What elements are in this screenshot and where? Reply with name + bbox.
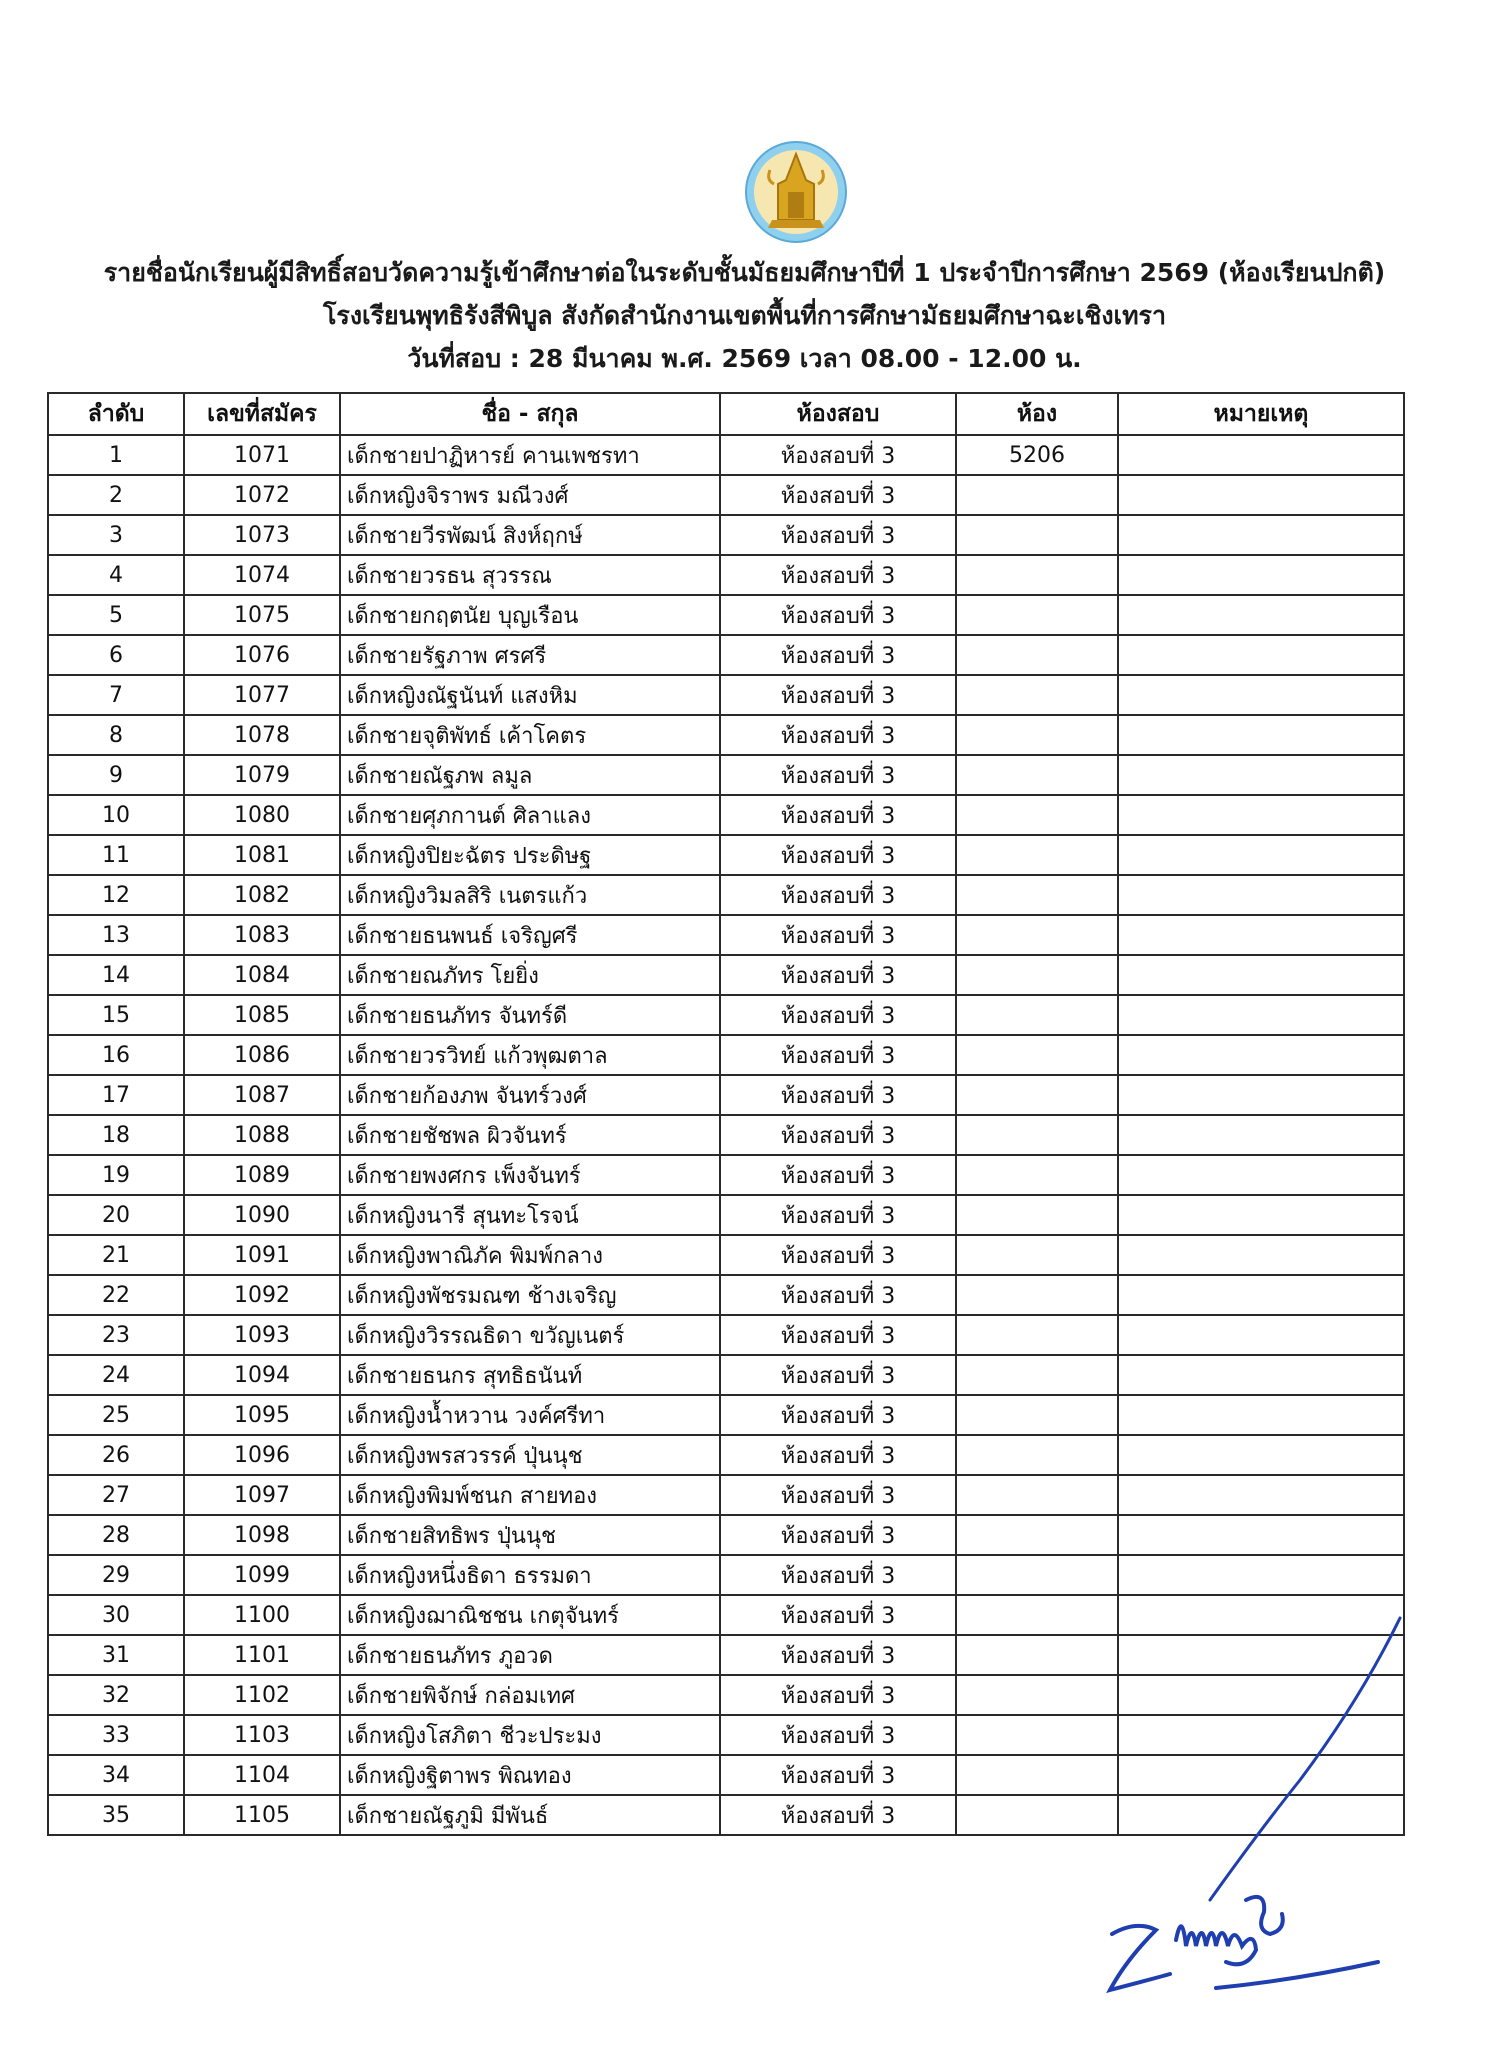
remarks-cell [1118, 1035, 1404, 1075]
name-cell: เด็กหญิงโสภิตา ชีวะประมง [340, 1715, 720, 1755]
name-cell: เด็กหญิงพัชรมณฑ ช้างเจริญ [340, 1275, 720, 1315]
name-cell: เด็กชายธนภัทร ภูอวด [340, 1635, 720, 1675]
table-row [48, 875, 1404, 915]
exam-room-cell: ห้องสอบที่ 3 [720, 875, 956, 915]
order-cell: 21 [48, 1235, 184, 1275]
application-number-cell: 1095 [184, 1395, 340, 1435]
application-number-cell: 1088 [184, 1115, 340, 1155]
table-row [48, 475, 1404, 515]
exam-room-cell: ห้องสอบที่ 3 [720, 1235, 956, 1275]
application-number-cell: 1090 [184, 1195, 340, 1235]
room-cell: 5206 [956, 435, 1118, 475]
order-cell: 1 [48, 435, 184, 475]
room-cell [956, 515, 1118, 555]
room-cell [956, 1315, 1118, 1355]
order-cell: 30 [48, 1595, 184, 1635]
application-number-cell: 1102 [184, 1675, 340, 1715]
remarks-cell [1118, 795, 1404, 835]
name-cell: เด็กชายพิจักษ์ กล่อมเทศ [340, 1675, 720, 1715]
table-row [48, 1035, 1404, 1075]
remarks-cell [1118, 1115, 1404, 1155]
table-row [48, 1155, 1404, 1195]
column-header-application-number: เลขที่สมัคร [184, 393, 340, 435]
remarks-cell [1118, 875, 1404, 915]
application-number-cell: 1079 [184, 755, 340, 795]
room-cell [956, 715, 1118, 755]
exam-room-cell: ห้องสอบที่ 3 [720, 795, 956, 835]
remarks-cell [1118, 675, 1404, 715]
order-cell: 13 [48, 915, 184, 955]
application-number-cell: 1093 [184, 1315, 340, 1355]
remarks-cell [1118, 595, 1404, 635]
room-cell [956, 1635, 1118, 1675]
table-row [48, 1235, 1404, 1275]
name-cell: เด็กหญิงณัฐนันท์ แสงหิม [340, 675, 720, 715]
school-emblem-icon [744, 140, 848, 244]
exam-room-cell: ห้องสอบที่ 3 [720, 1115, 956, 1155]
table-row [48, 1515, 1404, 1555]
signature-stroke [1170, 1610, 1410, 1910]
room-cell [956, 955, 1118, 995]
exam-room-cell: ห้องสอบที่ 3 [720, 1075, 956, 1115]
exam-room-cell: ห้องสอบที่ 3 [720, 515, 956, 555]
room-cell [956, 1155, 1118, 1195]
order-cell: 31 [48, 1635, 184, 1675]
room-cell [956, 635, 1118, 675]
remarks-cell [1118, 1395, 1404, 1435]
table-row [48, 1315, 1404, 1355]
exam-room-cell: ห้องสอบที่ 3 [720, 475, 956, 515]
name-cell: เด็กหญิงพิมพ์ชนก สายทอง [340, 1475, 720, 1515]
exam-room-cell: ห้องสอบที่ 3 [720, 1675, 956, 1715]
table-row [48, 1355, 1404, 1395]
order-cell: 4 [48, 555, 184, 595]
remarks-cell [1118, 1195, 1404, 1235]
order-cell: 29 [48, 1555, 184, 1595]
remarks-cell [1118, 555, 1404, 595]
remarks-cell [1118, 755, 1404, 795]
order-cell: 2 [48, 475, 184, 515]
order-cell: 9 [48, 755, 184, 795]
name-cell: เด็กชายกฤตนัย บุญเรือน [340, 595, 720, 635]
exam-room-cell: ห้องสอบที่ 3 [720, 1315, 956, 1355]
exam-room-cell: ห้องสอบที่ 3 [720, 1435, 956, 1475]
order-cell: 27 [48, 1475, 184, 1515]
column-header-room: ห้อง [956, 393, 1118, 435]
exam-room-cell: ห้องสอบที่ 3 [720, 1355, 956, 1395]
exam-room-cell: ห้องสอบที่ 3 [720, 1195, 956, 1235]
table-header-row [48, 393, 1404, 435]
name-cell: เด็กหญิงน้ำหวาน วงค์ศรีทา [340, 1395, 720, 1435]
order-cell: 35 [48, 1795, 184, 1835]
application-number-cell: 1078 [184, 715, 340, 755]
remarks-cell [1118, 1315, 1404, 1355]
order-cell: 5 [48, 595, 184, 635]
exam-room-cell: ห้องสอบที่ 3 [720, 1275, 956, 1315]
remarks-cell [1118, 515, 1404, 555]
application-number-cell: 1075 [184, 595, 340, 635]
room-cell [956, 675, 1118, 715]
remarks-cell [1118, 1155, 1404, 1195]
remarks-cell [1118, 1075, 1404, 1115]
order-cell: 32 [48, 1675, 184, 1715]
table-row [48, 1275, 1404, 1315]
remarks-cell [1118, 1555, 1404, 1595]
application-number-cell: 1097 [184, 1475, 340, 1515]
application-number-cell: 1092 [184, 1275, 340, 1315]
name-cell: เด็กชายวรธน สุวรรณ [340, 555, 720, 595]
name-cell: เด็กชายศุภกานต์ ศิลาแลง [340, 795, 720, 835]
exam-room-cell: ห้องสอบที่ 3 [720, 1715, 956, 1755]
room-cell [956, 1035, 1118, 1075]
name-cell: เด็กชายปาฏิหารย์ คานเพชรทา [340, 435, 720, 475]
application-number-cell: 1101 [184, 1635, 340, 1675]
name-cell: เด็กหญิงฌาณิชชน เกตุจันทร์ [340, 1595, 720, 1635]
name-cell: เด็กหญิงพรสวรรค์ ปุ่นนุช [340, 1435, 720, 1475]
room-cell [956, 595, 1118, 635]
table-row [48, 755, 1404, 795]
name-cell: เด็กชายณัฐภพ ลมูล [340, 755, 720, 795]
application-number-cell: 1094 [184, 1355, 340, 1395]
name-cell: เด็กชายรัฐภาพ ศรศรี [340, 635, 720, 675]
order-cell: 6 [48, 635, 184, 675]
application-number-cell: 1082 [184, 875, 340, 915]
room-cell [956, 1355, 1118, 1395]
room-cell [956, 1115, 1118, 1155]
room-cell [956, 1195, 1118, 1235]
room-cell [956, 1675, 1118, 1715]
exam-room-cell: ห้องสอบที่ 3 [720, 995, 956, 1035]
room-cell [956, 1595, 1118, 1635]
exam-room-cell: ห้องสอบที่ 3 [720, 1475, 956, 1515]
exam-room-cell: ห้องสอบที่ 3 [720, 915, 956, 955]
remarks-cell [1118, 1435, 1404, 1475]
order-cell: 12 [48, 875, 184, 915]
name-cell: เด็กหญิงพาณิภัค พิมพ์กลาง [340, 1235, 720, 1275]
order-cell: 10 [48, 795, 184, 835]
remarks-cell [1118, 835, 1404, 875]
table-row [48, 515, 1404, 555]
table-row [48, 555, 1404, 595]
order-cell: 23 [48, 1315, 184, 1355]
application-number-cell: 1083 [184, 915, 340, 955]
name-cell: เด็กชายชัชพล ผิวจันทร์ [340, 1115, 720, 1155]
application-number-cell: 1085 [184, 995, 340, 1035]
table-row [48, 1555, 1404, 1595]
order-cell: 24 [48, 1355, 184, 1395]
column-header-order: ลำดับ [48, 393, 184, 435]
name-cell: เด็กชายณภัทร โยยิ่ง [340, 955, 720, 995]
exam-room-cell: ห้องสอบที่ 3 [720, 1635, 956, 1675]
column-header-full-name: ชื่อ - สกุล [340, 393, 720, 435]
table-row [48, 955, 1404, 995]
application-number-cell: 1098 [184, 1515, 340, 1555]
heading-line-3: วันที่สอบ : 28 มีนาคม พ.ศ. 2569 เวลา 08.00 - 12.00 น. [407, 344, 1082, 373]
table-row [48, 435, 1404, 475]
order-cell: 14 [48, 955, 184, 995]
exam-room-cell: ห้องสอบที่ 3 [720, 1515, 956, 1555]
remarks-cell [1118, 435, 1404, 475]
order-cell: 25 [48, 1395, 184, 1435]
exam-room-cell: ห้องสอบที่ 3 [720, 1755, 956, 1795]
exam-room-cell: ห้องสอบที่ 3 [720, 835, 956, 875]
remarks-cell [1118, 1235, 1404, 1275]
name-cell: เด็กชายจุติพัทธ์ เค้าโคตร [340, 715, 720, 755]
order-cell: 34 [48, 1755, 184, 1795]
remarks-cell [1118, 635, 1404, 675]
table-row [48, 995, 1404, 1035]
application-number-cell: 1080 [184, 795, 340, 835]
room-cell [956, 915, 1118, 955]
name-cell: เด็กชายวีรพัฒน์ สิงห์ฤกษ์ [340, 515, 720, 555]
application-number-cell: 1087 [184, 1075, 340, 1115]
room-cell [956, 1075, 1118, 1115]
room-cell [956, 835, 1118, 875]
order-cell: 22 [48, 1275, 184, 1315]
application-number-cell: 1089 [184, 1155, 340, 1195]
room-cell [956, 1275, 1118, 1315]
name-cell: เด็กชายพงศกร เพ็งจันทร์ [340, 1155, 720, 1195]
application-number-cell: 1072 [184, 475, 340, 515]
table-row [48, 1475, 1404, 1515]
table-row [48, 675, 1404, 715]
order-cell: 16 [48, 1035, 184, 1075]
exam-room-cell: ห้องสอบที่ 3 [720, 595, 956, 635]
heading-line-2: โรงเรียนพุทธิรังสีพิบูล สังกัดสำนักงานเขตพื้นที่การศึกษามัธยมศึกษาฉะเชิงเทรา [322, 301, 1167, 330]
table-row [48, 1395, 1404, 1435]
order-cell: 33 [48, 1715, 184, 1755]
remarks-cell [1118, 475, 1404, 515]
exam-room-cell: ห้องสอบที่ 3 [720, 555, 956, 595]
name-cell: เด็กชายณัฐภูมิ มีพันธ์ [340, 1795, 720, 1835]
application-number-cell: 1081 [184, 835, 340, 875]
application-number-cell: 1077 [184, 675, 340, 715]
name-cell: เด็กชายธนกร สุทธิธนันท์ [340, 1355, 720, 1395]
order-cell: 15 [48, 995, 184, 1035]
exam-room-cell: ห้องสอบที่ 3 [720, 1035, 956, 1075]
name-cell: เด็กชายก้องภพ จันทร์วงศ์ [340, 1075, 720, 1115]
name-cell: เด็กหญิงวิมลสิริ เนตรแก้ว [340, 875, 720, 915]
application-number-cell: 1073 [184, 515, 340, 555]
table-row [48, 835, 1404, 875]
application-number-cell: 1103 [184, 1715, 340, 1755]
table-row [48, 1115, 1404, 1155]
application-number-cell: 1071 [184, 435, 340, 475]
exam-room-cell: ห้องสอบที่ 3 [720, 435, 956, 475]
heading-line-1: รายชื่อนักเรียนผู้มีสิทธิ์สอบวัดความรู้เข้าศึกษาต่อในระดับชั้นมัธยมศึกษาปีที่ 1 ประจำปีการศึกษา 2569 (ห้องเรียนปกติ) [103, 258, 1386, 287]
room-cell [956, 1235, 1118, 1275]
remarks-cell [1118, 955, 1404, 995]
room-cell [956, 795, 1118, 835]
name-cell: เด็กชายธนพนธ์ เจริญศรี [340, 915, 720, 955]
order-cell: 7 [48, 675, 184, 715]
exam-room-cell: ห้องสอบที่ 3 [720, 755, 956, 795]
room-cell [956, 995, 1118, 1035]
column-header-remarks: หมายเหตุ [1118, 393, 1404, 435]
table-row [48, 915, 1404, 955]
room-cell [956, 1555, 1118, 1595]
order-cell: 20 [48, 1195, 184, 1235]
application-number-cell: 1074 [184, 555, 340, 595]
application-number-cell: 1091 [184, 1235, 340, 1275]
name-cell: เด็กหญิงปิยะฉัตร ประดิษฐ [340, 835, 720, 875]
room-cell [956, 755, 1118, 795]
column-header-exam-room: ห้องสอบ [720, 393, 956, 435]
table-row [48, 1075, 1404, 1115]
table-row [48, 1195, 1404, 1235]
order-cell: 8 [48, 715, 184, 755]
room-cell [956, 1715, 1118, 1755]
room-cell [956, 555, 1118, 595]
exam-room-cell: ห้องสอบที่ 3 [720, 1155, 956, 1195]
remarks-cell [1118, 1355, 1404, 1395]
remarks-cell [1118, 715, 1404, 755]
table-row [48, 595, 1404, 635]
name-cell: เด็กชายวรวิทย์ แก้วพุฒตาล [340, 1035, 720, 1075]
order-cell: 11 [48, 835, 184, 875]
application-number-cell: 1076 [184, 635, 340, 675]
name-cell: เด็กหญิงวิรรณธิดา ขวัญเนตร์ [340, 1315, 720, 1355]
table-row [48, 1435, 1404, 1475]
room-cell [956, 875, 1118, 915]
order-cell: 28 [48, 1515, 184, 1555]
order-cell: 26 [48, 1435, 184, 1475]
name-cell: เด็กชายสิทธิพร ปุ่นนุช [340, 1515, 720, 1555]
name-cell: เด็กหญิงนารี สุนทะโรจน์ [340, 1195, 720, 1235]
table-row [48, 795, 1404, 835]
room-cell [956, 1435, 1118, 1475]
remarks-cell [1118, 1475, 1404, 1515]
application-number-cell: 1099 [184, 1555, 340, 1595]
table-row [48, 715, 1404, 755]
order-cell: 19 [48, 1155, 184, 1195]
remarks-cell [1118, 915, 1404, 955]
room-cell [956, 1515, 1118, 1555]
room-cell [956, 1755, 1118, 1795]
room-cell [956, 1395, 1118, 1435]
room-cell [956, 1795, 1118, 1835]
exam-room-cell: ห้องสอบที่ 3 [720, 715, 956, 755]
exam-room-cell: ห้องสอบที่ 3 [720, 1395, 956, 1435]
exam-room-cell: ห้องสอบที่ 3 [720, 1595, 956, 1635]
room-cell [956, 475, 1118, 515]
exam-room-cell: ห้องสอบที่ 3 [720, 1795, 956, 1835]
exam-room-cell: ห้องสอบที่ 3 [720, 1555, 956, 1595]
application-number-cell: 1096 [184, 1435, 340, 1475]
order-cell: 18 [48, 1115, 184, 1155]
order-cell: 3 [48, 515, 184, 555]
application-number-cell: 1104 [184, 1755, 340, 1795]
application-number-cell: 1084 [184, 955, 340, 995]
application-number-cell: 1086 [184, 1035, 340, 1075]
name-cell: เด็กหญิงหนึ่งธิดา ธรรมดา [340, 1555, 720, 1595]
remarks-cell [1118, 995, 1404, 1035]
name-cell: เด็กหญิงฐิตาพร พิณทอง [340, 1755, 720, 1795]
table-row [48, 635, 1404, 675]
exam-room-cell: ห้องสอบที่ 3 [720, 675, 956, 715]
remarks-cell [1118, 1275, 1404, 1315]
exam-room-cell: ห้องสอบที่ 3 [720, 635, 956, 675]
order-cell: 17 [48, 1075, 184, 1115]
room-cell [956, 1475, 1118, 1515]
name-cell: เด็กชายธนภัทร จันทร์ดี [340, 995, 720, 1035]
exam-room-cell: ห้องสอบที่ 3 [720, 955, 956, 995]
application-number-cell: 1100 [184, 1595, 340, 1635]
name-cell: เด็กหญิงจิราพร มณีวงศ์ [340, 475, 720, 515]
application-number-cell: 1105 [184, 1795, 340, 1835]
remarks-cell [1118, 1515, 1404, 1555]
